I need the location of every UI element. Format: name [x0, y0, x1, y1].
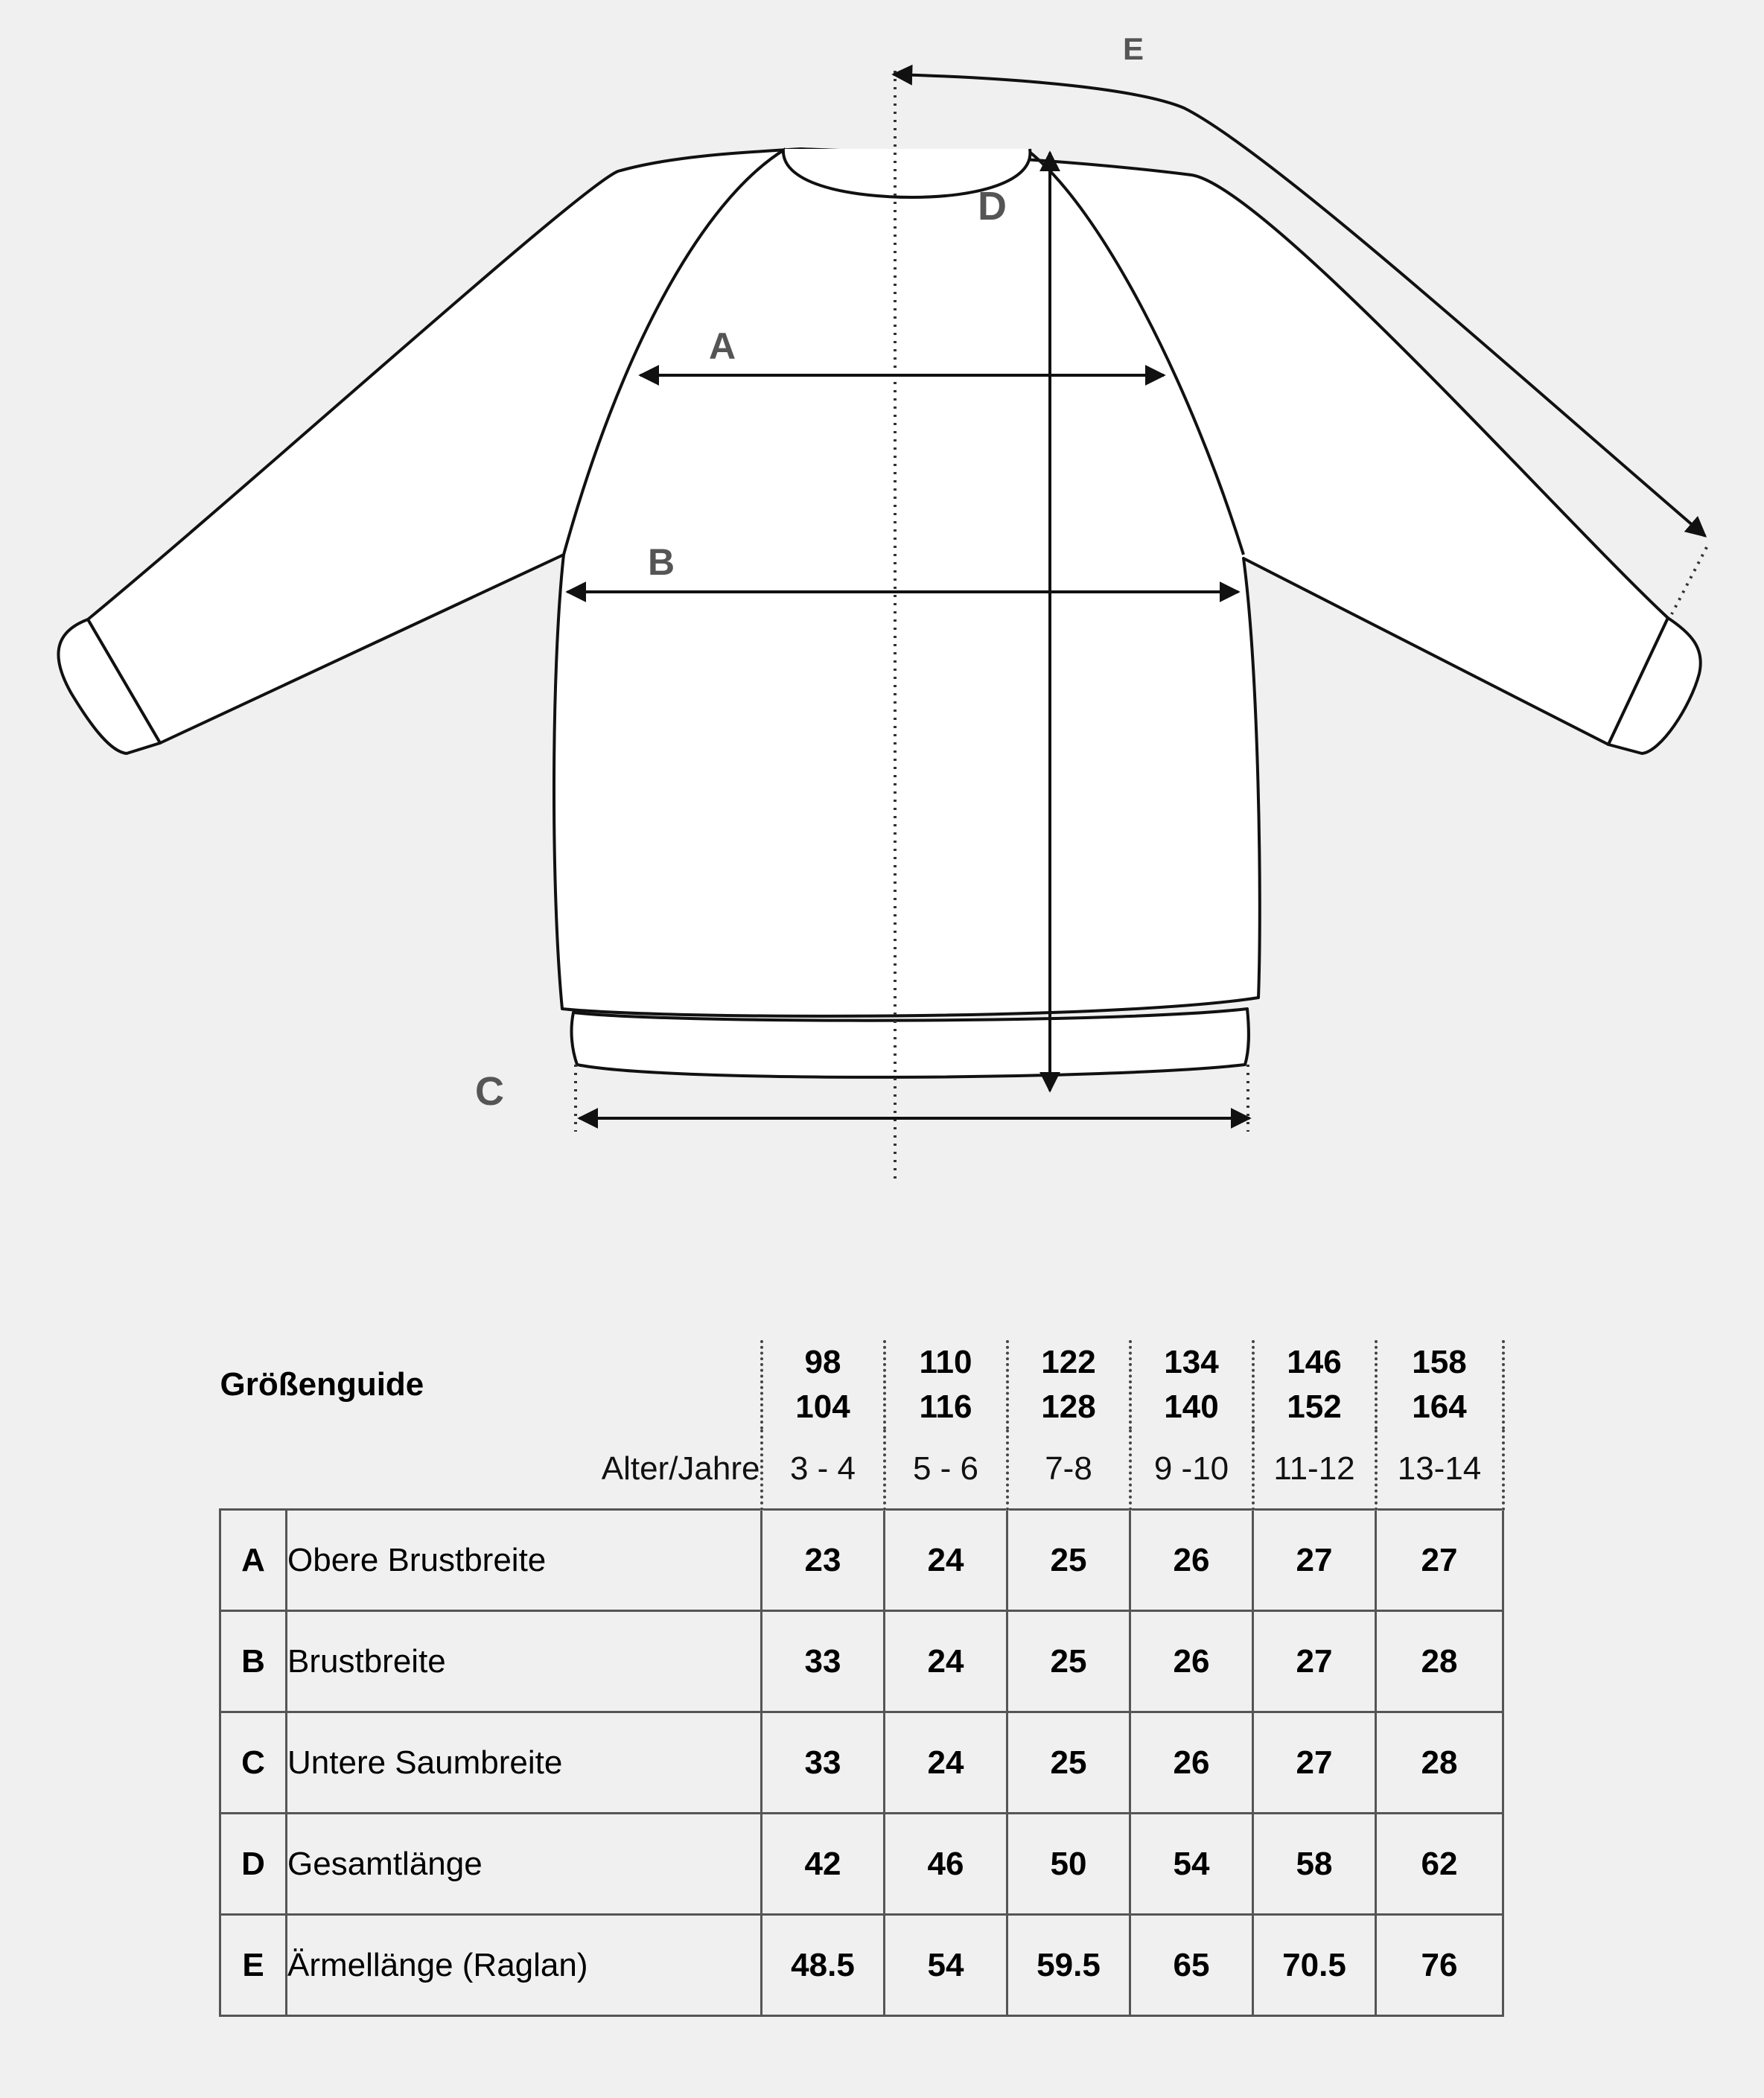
- value-cell: 46: [885, 1814, 1007, 1915]
- label-b: B: [648, 541, 675, 583]
- value-cell: 24: [885, 1712, 1007, 1814]
- row-name: Brustbreite: [287, 1611, 762, 1712]
- age-cell: 13-14: [1376, 1429, 1503, 1510]
- hem-band: [572, 1009, 1249, 1077]
- size-line2: 164: [1412, 1388, 1467, 1425]
- age-label: Alter/Jahre: [601, 1450, 760, 1487]
- value-cell: 33: [762, 1712, 885, 1814]
- value-cell: 27: [1253, 1611, 1376, 1712]
- label-d: D: [978, 184, 1007, 229]
- size-header: [885, 1340, 1007, 1429]
- value-cell: 24: [885, 1510, 1007, 1611]
- size-line2: 104: [795, 1388, 850, 1425]
- age-cell: 11-12: [1253, 1429, 1376, 1510]
- age-cell: 9 -10: [1130, 1429, 1253, 1510]
- table-title: Größenguide: [220, 1366, 424, 1403]
- e-guide: [1672, 547, 1707, 614]
- label-c: C: [475, 1069, 504, 1114]
- size-header: [1376, 1340, 1503, 1429]
- size-line1: 98: [804, 1344, 841, 1380]
- size-line1: 122: [1041, 1344, 1096, 1380]
- row-name: Obere Brustbreite: [287, 1510, 762, 1611]
- size-line1: 110: [919, 1344, 972, 1380]
- table-row: [220, 1611, 1503, 1712]
- size-line2: 128: [1041, 1388, 1096, 1425]
- value-cell: 27: [1253, 1510, 1376, 1611]
- value-cell: 28: [1376, 1611, 1503, 1712]
- label-e: E: [1123, 31, 1144, 66]
- row-letter: D: [220, 1814, 287, 1915]
- value-cell: 70.5: [1253, 1915, 1376, 2016]
- value-cell: 26: [1130, 1510, 1253, 1611]
- value-cell: 54: [885, 1915, 1007, 2016]
- value-cell: 65: [1130, 1915, 1253, 2016]
- value-cell: 26: [1130, 1712, 1253, 1814]
- age-cell: 3 - 4: [762, 1429, 885, 1510]
- size-line1: 158: [1412, 1344, 1467, 1380]
- table-row: [220, 1712, 1503, 1814]
- value-cell: 25: [1007, 1510, 1130, 1611]
- value-cell: 54: [1130, 1814, 1253, 1915]
- size-header: [762, 1340, 885, 1429]
- value-cell: 58: [1253, 1814, 1376, 1915]
- value-cell: 26: [1130, 1611, 1253, 1712]
- value-cell: 50: [1007, 1814, 1130, 1915]
- age-cell: 5 - 6: [885, 1429, 1007, 1510]
- row-letter: B: [220, 1611, 287, 1712]
- row-name: Ärmellänge (Raglan): [287, 1915, 762, 2016]
- size-line1: 134: [1164, 1344, 1219, 1380]
- value-cell: 27: [1253, 1712, 1376, 1814]
- age-header-row: [220, 1429, 1503, 1510]
- row-letter: A: [220, 1510, 287, 1611]
- table-row: [220, 1814, 1503, 1915]
- value-cell: 33: [762, 1611, 885, 1712]
- row-name: Untere Saumbreite: [287, 1712, 762, 1814]
- value-cell: 23: [762, 1510, 885, 1611]
- value-cell: 25: [1007, 1712, 1130, 1814]
- value-cell: 27: [1376, 1510, 1503, 1611]
- sweater-body-outline: [88, 149, 1668, 1016]
- size-header: [1007, 1340, 1130, 1429]
- label-a: A: [709, 325, 736, 367]
- row-letter: E: [220, 1915, 287, 2016]
- value-cell: 24: [885, 1611, 1007, 1712]
- size-line2: 116: [919, 1388, 972, 1425]
- value-cell: 59.5: [1007, 1915, 1130, 2016]
- size-line1: 146: [1287, 1344, 1342, 1380]
- age-cell: 7-8: [1007, 1429, 1130, 1510]
- size-header-row: [220, 1340, 1503, 1429]
- value-cell: 42: [762, 1814, 885, 1915]
- table-row: [220, 1510, 1503, 1611]
- value-cell: 25: [1007, 1611, 1130, 1712]
- value-cell: 28: [1376, 1712, 1503, 1814]
- table-row: [220, 1915, 1503, 2016]
- value-cell: 76: [1376, 1915, 1503, 2016]
- size-guide-table: [219, 1340, 1505, 2017]
- size-line2: 152: [1287, 1388, 1342, 1425]
- size-line2: 140: [1164, 1388, 1219, 1425]
- size-header: [1130, 1340, 1253, 1429]
- row-name: Gesamtlänge: [287, 1814, 762, 1915]
- row-letter: C: [220, 1712, 287, 1814]
- value-cell: 62: [1376, 1814, 1503, 1915]
- size-header: [1253, 1340, 1376, 1429]
- value-cell: 48.5: [762, 1915, 885, 2016]
